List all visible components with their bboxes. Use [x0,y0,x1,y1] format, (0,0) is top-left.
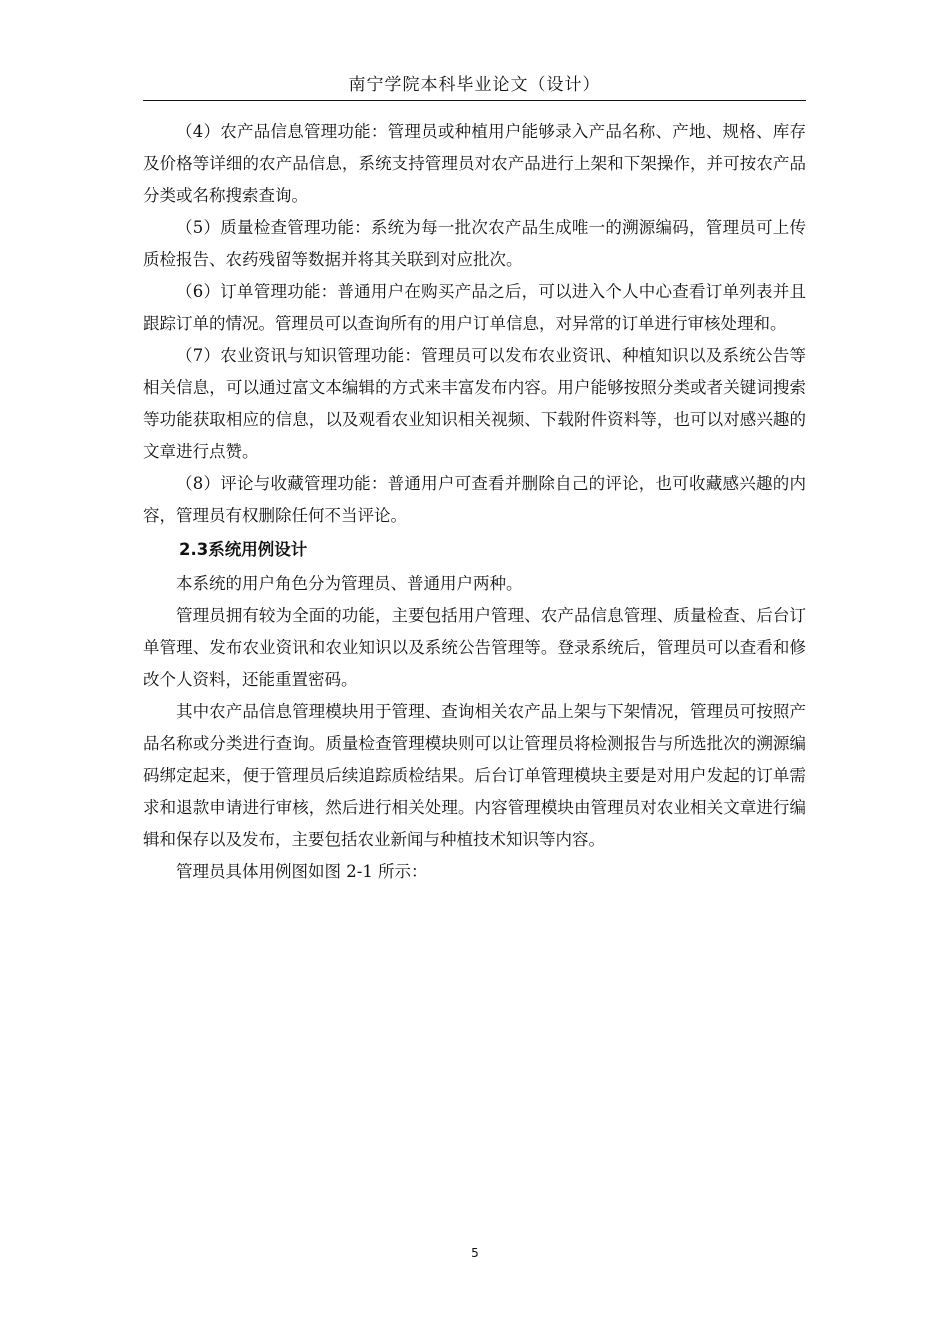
page-body [143,116,806,888]
paragraph-figure-reference: 管理员具体用例图如图 2-1 所示： [176,862,428,881]
paragraph-admin-functions: 管理员拥有较为全面的功能，主要包括用户管理、农产品信息管理、质量检查、后台订单管理、发布农业资讯和农业知识以及系统公告管理等。登录系统后，管理员可以查看和修改个人资料，还能重置密码。 [143,606,806,689]
paragraph-function-6: （6）订单管理功能：普通用户在购买产品之后，可以进入个人中心查看订单列表并且跟踪订单的情况。管理员可以查询所有的用户订单信息，对异常的订单进行审核处理和。 [143,282,806,333]
paragraph-function-5: （5）质量检查管理功能：系统为每一批次农产品生成唯一的溯源编码，管理员可上传质检报告、农药残留等数据并将其关联到对应批次。 [143,218,806,269]
paragraph-user-roles: 本系统的用户角色分为管理员、普通用户两种。 [176,574,523,593]
paragraph-function-4: （4）农产品信息管理功能：管理员或种植用户能够录入产品名称、产地、规格、库存及价格等详细的农产品信息，系统支持管理员对农产品进行上架和下架操作，并可按农产品分类或名称搜索查询。 [143,122,806,205]
page-number: 5 [471,1246,479,1260]
paragraph-modules: 其中农产品信息管理模块用于管理、查询相关农产品上架与下架情况，管理员可按照产品名称或分类进行查询。质量检查管理模块则可以让管理员将检测报告与所选批次的溯源编码绑定起来，便于管理员后续追踪质检结果。后台订单管理模块主要是对用户发起的订单需求和退款申请进行审核，然后进行相关处理。内容管理模块由管理员对农业相关文章进行编辑和保存以及发布，主要包括农业新闻与种植技术知识等内容。 [143,702,806,849]
paragraph-function-7: （7）农业资讯与知识管理功能：管理员可以发布农业资讯、种植知识以及系统公告等相关信息，可以通过富文本编辑的方式来丰富发布内容。用户能够按照分类或者关键词搜索等功能获取相应的信息，以及观看农业知识相关视频、下载附件资料等，也可以对感兴趣的文章进行点赞。 [143,346,806,461]
section-heading: 2.3系统用例设计 [179,540,308,559]
header-rule [143,100,806,101]
paragraph-function-8: （8）评论与收藏管理功能：普通用户可查看并删除自己的评论，也可收藏感兴趣的内容，管理员有权删除任何不当评论。 [143,474,806,525]
running-header: 南宁学院本科毕业论文（设计） [348,75,601,95]
